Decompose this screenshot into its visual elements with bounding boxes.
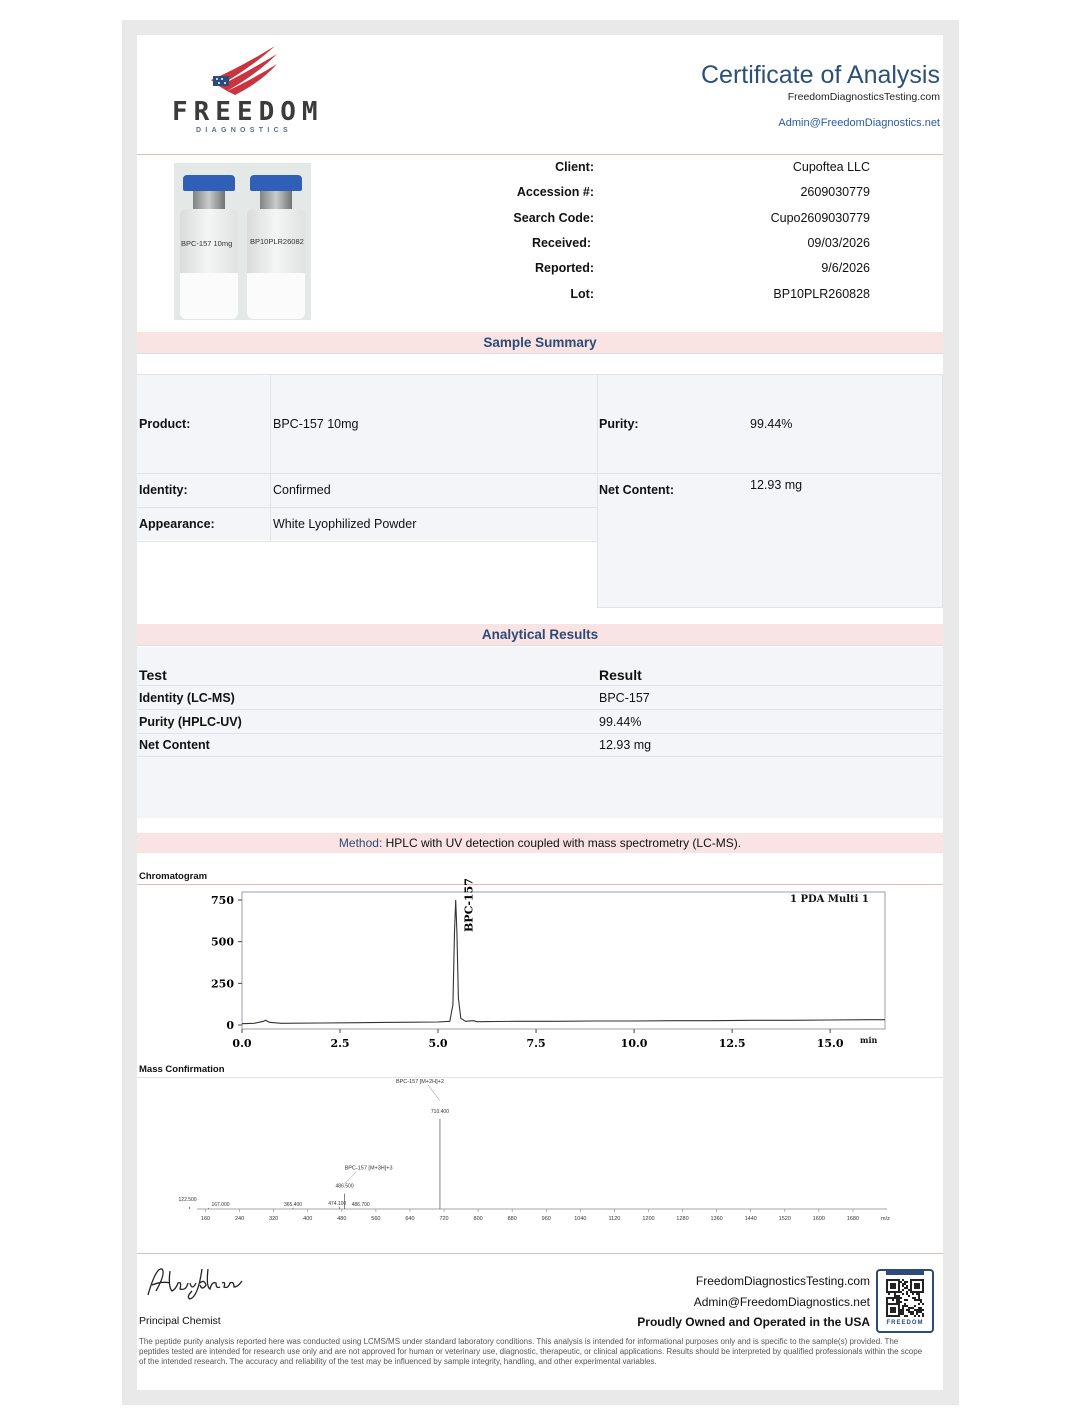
qr-module	[920, 1311, 922, 1313]
qr-module	[908, 1309, 910, 1311]
qr-module	[896, 1301, 898, 1303]
qr-module	[886, 1299, 888, 1301]
vial-cap-right	[250, 175, 302, 191]
chromatogram-title: Chromatogram	[139, 871, 208, 882]
qr-module	[912, 1293, 914, 1295]
qr-module	[918, 1311, 920, 1313]
qr-module	[902, 1313, 904, 1315]
mass-x-tick-label: 720	[439, 1216, 449, 1222]
qr-module	[900, 1297, 902, 1299]
client-value: Cupoftea LLC	[792, 160, 870, 174]
row-result-identity: BPC-157	[599, 691, 650, 705]
qr-caption: FREEDOM	[886, 1320, 924, 1326]
qr-module	[914, 1299, 916, 1301]
chromatogram-x-unit: min	[860, 1035, 878, 1045]
qr-code-icon	[886, 1279, 924, 1317]
mass-x-tick-label: 1120	[608, 1216, 621, 1222]
qr-module	[892, 1299, 894, 1301]
qr-module	[912, 1311, 914, 1313]
qr-module	[902, 1279, 904, 1281]
qr-module	[902, 1289, 904, 1291]
row-test-purity: Purity (HPLC-UV)	[139, 715, 242, 729]
mass-annotation: BPC-157 [M+3H]+3	[344, 1165, 393, 1172]
qr-module	[904, 1283, 906, 1285]
qr-module	[912, 1297, 914, 1299]
qr-module	[902, 1311, 904, 1313]
qr-module	[900, 1311, 902, 1313]
received-value: 09/03/2026	[807, 236, 870, 250]
mass-x-tick-label: 240	[234, 1216, 245, 1222]
mass-peak-label: 167.000	[211, 1201, 230, 1208]
signature	[142, 1261, 252, 1303]
qr-module	[920, 1299, 922, 1301]
qr-module	[900, 1313, 902, 1315]
product-value: BPC-157 10mg	[273, 417, 359, 431]
accession-value: 2609030779	[800, 185, 870, 199]
qr-module	[904, 1303, 906, 1305]
qr-module	[898, 1301, 900, 1303]
mass-x-tick-label: 800	[473, 1216, 483, 1222]
mass-confirmation-title: Mass Confirmation	[139, 1064, 225, 1075]
mass-peak-label: 474.100	[328, 1200, 347, 1207]
qr-module	[908, 1311, 910, 1313]
y-tick-label: 500	[211, 935, 234, 949]
qr-module	[916, 1309, 918, 1311]
qr-module	[892, 1297, 894, 1299]
mass-peak-label: 122.500	[178, 1196, 197, 1203]
qr-badge[interactable]	[876, 1269, 934, 1333]
product-photo	[174, 163, 311, 320]
vial-label-left: BPC-157 10mg	[181, 239, 233, 248]
qr-module	[922, 1313, 924, 1315]
chromatogram-trace	[242, 900, 885, 1024]
page-title: Certificate of Analysis	[701, 61, 940, 89]
qr-module	[922, 1315, 924, 1317]
qr-module	[906, 1285, 908, 1287]
annotation-leader	[345, 1172, 357, 1184]
y-tick-label: 750	[211, 894, 234, 907]
chromatogram-plot-area	[242, 892, 885, 1029]
net-content-value: 12.93 mg	[750, 478, 803, 492]
qr-module	[918, 1303, 920, 1305]
mass-x-tick-label: 1200	[642, 1216, 655, 1222]
row-result-purity: 99.44%	[599, 715, 642, 729]
x-tick-label: 12.5	[718, 1037, 746, 1050]
qr-module	[916, 1293, 918, 1295]
x-tick-label: 7.5	[526, 1037, 546, 1050]
client-label: Client:	[555, 160, 594, 174]
vial-neck-right	[260, 191, 292, 209]
mass-x-tick-label: 480	[337, 1216, 347, 1222]
qr-module	[900, 1309, 902, 1311]
qr-module	[906, 1305, 908, 1307]
vial-powder-right	[247, 273, 305, 319]
appearance-label: Appearance:	[139, 517, 215, 531]
qr-module	[908, 1289, 910, 1291]
qr-module	[912, 1313, 914, 1315]
mass-x-tick-label: 1440	[744, 1216, 757, 1222]
qr-module	[902, 1283, 904, 1285]
qr-module	[906, 1315, 908, 1317]
mass-x-tick-label: 880	[507, 1216, 517, 1222]
y-tick-label: 0	[226, 1019, 234, 1032]
qr-module	[920, 1307, 922, 1309]
row-test-identity: Identity (LC-MS)	[139, 691, 235, 705]
qr-module	[918, 1315, 920, 1317]
qr-module	[896, 1299, 898, 1301]
footer-website-link[interactable]: FreedomDiagnosticsTesting.com	[695, 1274, 870, 1288]
brand-name: FREEDOM	[172, 97, 324, 127]
mass-peak-label: 365.400	[283, 1201, 303, 1208]
identity-value: Confirmed	[273, 483, 331, 497]
appearance-value: White Lyophilized Powder	[273, 517, 417, 531]
qr-module	[916, 1311, 918, 1313]
qr-module	[902, 1285, 904, 1287]
qr-module	[894, 1295, 896, 1297]
qr-module	[906, 1287, 908, 1289]
mass-x-tick-label: 560	[371, 1216, 381, 1222]
qr-module	[894, 1297, 896, 1299]
qr-module	[918, 1309, 920, 1311]
x-tick-label: 5.0	[428, 1037, 448, 1050]
row-result-net-content: 12.93 mg	[599, 738, 652, 752]
qr-finder-center	[890, 1307, 896, 1313]
footer-tagline: Proudly Owned and Operated in the USA	[637, 1315, 870, 1329]
qr-module	[914, 1305, 916, 1307]
chromatogram-chart	[197, 878, 897, 1057]
purity-label: Purity:	[599, 417, 639, 431]
qr-module	[914, 1309, 916, 1311]
mass-x-tick-label: 1600	[812, 1216, 825, 1222]
mass-x-tick-label: 1040	[574, 1216, 587, 1222]
purity-value: 99.44%	[750, 417, 793, 431]
qr-module	[910, 1311, 912, 1313]
vial-label-right: BP10PLR26082	[250, 237, 304, 246]
reported-value: 9/6/2026	[821, 261, 870, 275]
qr-finder-center	[914, 1283, 920, 1289]
qr-module	[900, 1291, 902, 1293]
mass-spectrum-chart	[178, 1078, 897, 1241]
col-header-test: Test	[139, 667, 167, 683]
chromatogram-series-label: 1 PDA Multi 1	[790, 894, 869, 905]
qr-module	[896, 1295, 898, 1297]
brand-subtitle: DIAGNOSTICS	[196, 127, 292, 134]
annotation-leader	[428, 1085, 440, 1101]
qr-module	[904, 1305, 906, 1307]
net-content-label: Net Content:	[599, 483, 674, 497]
qr-module	[920, 1309, 922, 1311]
qr-module	[908, 1307, 910, 1309]
qr-module	[904, 1281, 906, 1283]
mass-x-tick-label: 1680	[846, 1216, 860, 1222]
lot-label: Lot:	[570, 287, 594, 301]
search-code-value: Cupo2609030779	[770, 211, 870, 225]
mass-x-tick-label: 160	[200, 1216, 211, 1222]
y-tick-label: 250	[211, 977, 234, 991]
header-email-link[interactable]: Admin@FreedomDiagnostics.net	[778, 117, 940, 129]
qr-module	[910, 1313, 912, 1315]
qr-module	[902, 1307, 904, 1309]
qr-module	[912, 1307, 914, 1309]
flag-wings-logo-icon	[209, 44, 284, 96]
qr-module	[906, 1299, 908, 1301]
qr-module	[904, 1287, 906, 1289]
qr-module	[918, 1295, 920, 1297]
x-tick-label: 0.0	[232, 1037, 252, 1050]
mass-x-tick-label: 960	[541, 1216, 551, 1222]
qr-module	[906, 1309, 908, 1311]
mass-x-tick-label: 1280	[676, 1216, 689, 1222]
summary-left-panel	[137, 374, 597, 540]
qr-module	[900, 1301, 902, 1303]
x-tick-label: 2.5	[330, 1037, 350, 1050]
received-label: Received:	[531, 236, 591, 250]
mass-peak-label: 486.700	[351, 1201, 370, 1208]
qr-module	[914, 1315, 916, 1317]
qr-module	[918, 1293, 920, 1295]
qr-module	[904, 1299, 906, 1301]
qr-module	[898, 1295, 900, 1297]
qr-module	[900, 1281, 902, 1283]
mass-x-unit: m/z	[881, 1216, 890, 1222]
qr-module	[888, 1297, 890, 1299]
qr-module	[910, 1307, 912, 1309]
mass-x-tick-label: 640	[405, 1216, 415, 1222]
qr-module	[922, 1309, 924, 1311]
mass-x-tick-label: 320	[269, 1216, 279, 1222]
row-test-net-content: Net Content	[139, 738, 210, 752]
vial-neck-left	[193, 191, 225, 209]
qr-module	[904, 1315, 906, 1317]
header-website-link[interactable]: FreedomDiagnosticsTesting.com	[787, 91, 940, 103]
vial-powder-left	[180, 273, 238, 319]
peak-label: BPC-157	[462, 878, 476, 932]
mass-x-tick-label: 1520	[778, 1216, 791, 1222]
qr-module	[906, 1281, 908, 1283]
qr-module	[918, 1307, 920, 1309]
x-tick-label: 10.0	[620, 1037, 648, 1050]
footer-email-link[interactable]: Admin@FreedomDiagnostics.net	[693, 1295, 870, 1309]
qr-finder-center	[890, 1283, 896, 1289]
method-text: HPLC with UV detection coupled with mass spectrometry (LC-MS).	[385, 836, 742, 850]
method-label: Method:	[338, 836, 383, 850]
mass-x-tick-label: 1360	[710, 1216, 723, 1222]
lot-value: BP10PLR260828	[773, 287, 870, 301]
header-divider	[137, 154, 943, 155]
qr-module	[886, 1297, 888, 1299]
analytical-results-header: Analytical Results	[137, 624, 943, 646]
accession-label: Accession #:	[516, 185, 594, 199]
qr-module	[916, 1313, 918, 1315]
col-header-result: Result	[599, 667, 642, 683]
mass-x-tick-label: 400	[303, 1216, 313, 1222]
qr-module	[888, 1293, 890, 1295]
qr-module	[902, 1293, 904, 1295]
qr-module	[902, 1305, 904, 1307]
sample-summary-header: Sample Summary	[137, 332, 943, 354]
vial-cap-left	[183, 175, 235, 191]
mass-peak-label: 486.500	[335, 1183, 354, 1190]
qr-module	[886, 1301, 888, 1303]
qr-module	[916, 1299, 918, 1301]
method-bar	[137, 833, 943, 853]
qr-module	[920, 1301, 922, 1303]
qr-module	[894, 1293, 896, 1295]
qr-module	[898, 1297, 900, 1299]
mass-annotation: BPC-157 [M+2H]+2	[395, 1078, 444, 1085]
signatory-role: Principal Chemist	[139, 1315, 221, 1327]
qr-module	[908, 1295, 910, 1297]
x-tick-label: 15.0	[816, 1037, 844, 1050]
qr-module	[918, 1297, 920, 1299]
qr-module	[914, 1297, 916, 1299]
qr-module	[922, 1303, 924, 1305]
qr-module	[918, 1299, 920, 1301]
qr-module	[898, 1299, 900, 1301]
qr-module	[906, 1291, 908, 1293]
product-label: Product:	[139, 417, 191, 431]
disclaimer: The peptide purity analysis reported here was conducted using LCMS/MS under standard laboratory conditions. This analysis is intended for informational purposes only and is specific to the sample(s) provided. The peptides tested are intended for research use only and are not approved for human or veterinary use, diagnostic, therapeutic, or clinical applications. Results should be interpreted by qualified professionals within the scope of the intended research. The accuracy and reliability of the test may be influenced by sample integrity, handling, and other experimental variables.	[139, 1337, 923, 1366]
reported-label: Reported:	[534, 261, 594, 275]
identity-label: Identity:	[139, 483, 188, 497]
search-code-label: Search Code:	[513, 211, 594, 225]
mass-peak-label: 710.400	[430, 1108, 449, 1115]
certificate-page	[137, 35, 943, 1390]
qr-module	[896, 1297, 898, 1299]
qr-module	[890, 1297, 892, 1299]
qr-module	[902, 1309, 904, 1311]
qr-module	[906, 1293, 908, 1295]
